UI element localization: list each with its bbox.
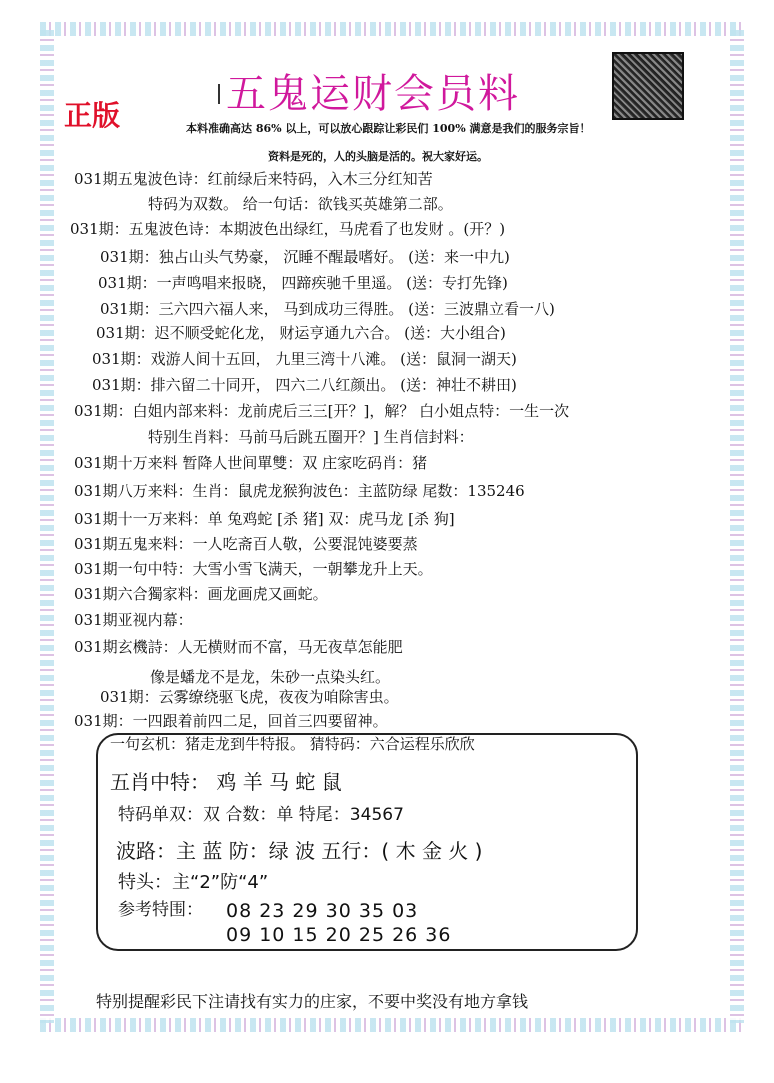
content-line: 031期：一声鸣唱来报晓， 四蹄疾驰千里遥。 (送：专打先锋)	[98, 274, 508, 292]
reference-numbers-row: 08 23 29 30 35 03	[226, 900, 419, 922]
content-line: 031期：云雾缭绕驱飞虎，夜夜为咱除害虫。	[100, 688, 399, 706]
content-line: 031期五鬼来料：一人吃斋百人敬，公要混饨婆要蒸	[74, 535, 418, 553]
title-bar	[218, 84, 220, 104]
content-line: 031期：迟不顺受蛇化龙， 财运亨通九六合。 (送：大小组合)	[96, 324, 506, 342]
decorative-border-top	[40, 22, 744, 36]
decorative-border-left	[40, 30, 54, 1023]
content-line: 031期：独占山头气势豪， 沉睡不醒最嗜好。 (送：来一中九)	[100, 248, 510, 266]
content-line: 031期十一万来料：单 兔鸡蛇 [杀 猪] 双：虎马龙 [杀 狗]	[74, 510, 455, 528]
content-line: 031期：一四跟着前四二足，回首三四要留神。	[74, 712, 388, 730]
content-line: 031期玄機詩：人无横财而不富，马无夜草怎能肥	[74, 638, 403, 656]
content-line: 特别生肖料：马前马后跳五圈开？] 生肖信封料：	[148, 428, 474, 446]
content-line: 031期十万来料 暂降人世间單雙：双 庄家吃码肖：猪	[74, 454, 428, 472]
genuine-badge: 正版	[64, 99, 121, 132]
page-title: 五鬼运财会员料	[226, 71, 520, 117]
box-line-odd-even: 特码单双：双 合数：单 特尾：34567	[118, 805, 404, 825]
content-line: 031期：五鬼波色诗：本期波色出绿红，马虎看了也发财 。(开？)	[70, 220, 506, 238]
content-line: 031期五鬼波色诗：红前绿后来特码，入木三分红知苦	[74, 170, 433, 188]
decorative-border-right	[730, 30, 744, 1023]
content-line: 031期：三六四六福人来， 马到成功三得胜。 (送：三波鼎立看一八)	[100, 300, 555, 318]
motto-note: 资料是死的，人的头脑是活的。祝大家好运。	[268, 150, 488, 163]
box-line-wave: 波路：主 蓝 防：绿 波 五行：( 木 金 火 )	[116, 839, 483, 863]
content-line: 031期：排六留二十同开， 四六二八红颜出。 (送：神壮不耕田)	[92, 376, 517, 394]
subtitle-note: 本料准确高达 86% 以上，可以放心跟踪让彩民们 100% 满意是我们的服务宗旨！	[186, 122, 591, 135]
content-line: 特码为双数。 给一句话：欲钱买英雄第二部。	[148, 195, 453, 213]
box-line-hint: 一句玄机：猪走龙到牛特报。 猜特码：六合运程乐欣欣	[110, 735, 475, 753]
content-line: 031期六合獨家料：画龙画虎又画蛇。	[74, 585, 328, 603]
reference-numbers-row: 09 10 15 20 25 26 36	[226, 924, 452, 946]
box-line-zodiac: 五肖中特： 鸡 羊 马 蛇 鼠	[110, 770, 342, 794]
content-line: 031期亚视内幕：	[74, 611, 193, 629]
footer-reminder: 特别提醒彩民下注请找有实力的庄家，不要中奖没有地方拿钱	[96, 992, 529, 1011]
content-line: 031期一句中特：大雪小雪飞满天，一朝攀龙升上天。	[74, 560, 433, 578]
decorative-border-bottom	[40, 1018, 744, 1032]
box-line-head: 特头：主“2”防“4”	[118, 872, 269, 893]
content-line: 031期八万来料：生肖：鼠虎龙猴狗波色：主蓝防绿 尾数：135246	[74, 482, 525, 500]
box-line-reference-label: 参考特围：	[118, 900, 203, 920]
content-line: 像是蟠龙不是龙，朱砂一点染头红。	[150, 668, 391, 686]
content-line: 031期：戏游人间十五回， 九里三湾十八滩。 (送：鼠洞一湖天)	[92, 350, 517, 368]
content-line: 031期：白姐内部来料：龙前虎后三三[开？]，解？ 白小姐点特：一生一次	[74, 402, 570, 420]
qr-code-icon	[612, 52, 684, 120]
